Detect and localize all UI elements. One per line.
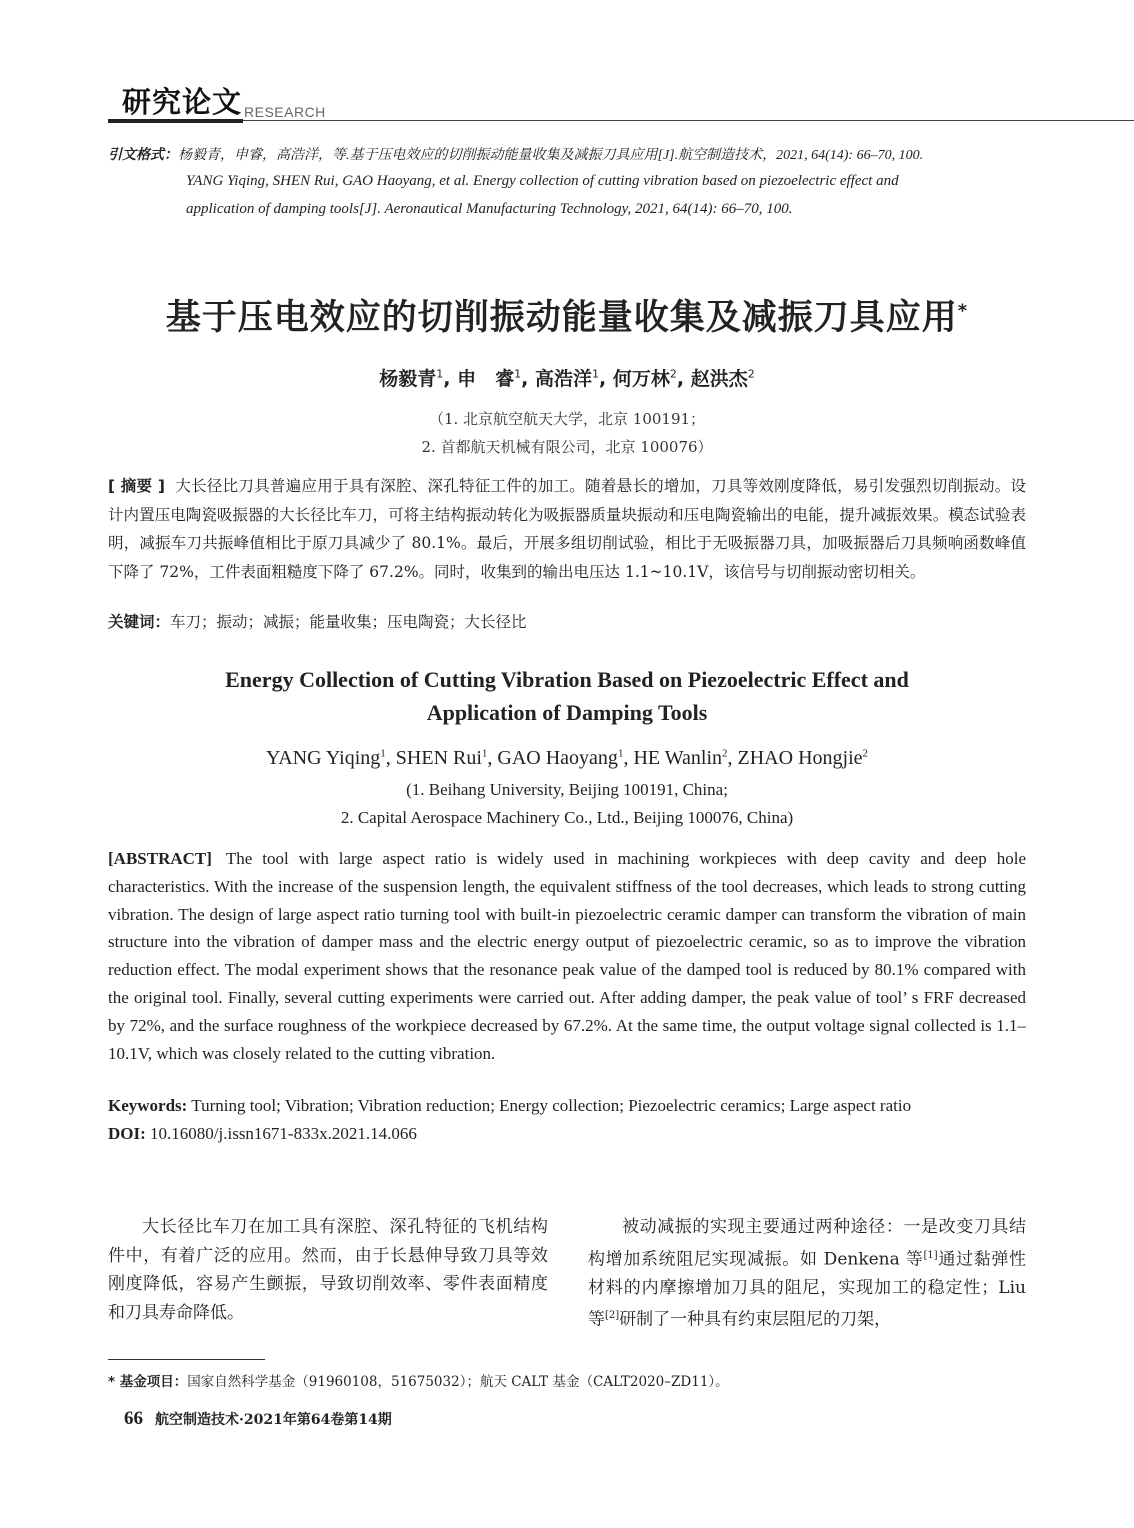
- affiliation-cn-line2: 2. 首都航天机械有限公司，北京 100076）: [421, 438, 713, 456]
- title-footnote-mark: *: [957, 300, 969, 322]
- paper-title-en-line2: Application of Damping Tools: [426, 700, 708, 725]
- body-column-right: [588, 1213, 1026, 1334]
- doi-link[interactable]: 10.16080/j.issn1671-833x.2021.14.066: [150, 1124, 417, 1143]
- author-cn: 申 睿: [457, 368, 515, 390]
- page-number: 66: [124, 1408, 143, 1429]
- page-footer: [124, 1408, 392, 1430]
- body-column-left: [108, 1213, 548, 1327]
- citation-cn: [108, 144, 1048, 164]
- author-affiliation-mark: 1: [592, 367, 599, 381]
- header-rule: [243, 120, 1134, 121]
- author-affiliation-mark: 2: [669, 367, 677, 381]
- author-en: YANG Yiqing: [266, 747, 381, 769]
- abstract-cn-label: [ 摘要 ]: [108, 477, 165, 495]
- citation-ref[interactable]: [1]: [923, 1249, 938, 1261]
- keywords-en: [108, 1096, 1038, 1116]
- keywords-en-text: Turning tool; Vibration; Vibration reduction; Energy collection; Piezoelectric ceramics; Large aspect ratio: [191, 1096, 912, 1115]
- author-cn: 高浩洋: [534, 368, 592, 390]
- section-subtitle: RESEARCH: [244, 104, 326, 120]
- body-paragraph: 大长径比车刀在加工具有深腔、深孔特征的飞机结构件中，有着广泛的应用。然而，由于长悬伸导致刀具等效刚度降低，容易产生颤振，导致切削效率、零件表面精度和刀具寿命降低。: [108, 1217, 548, 1323]
- keywords-cn-text: 车刀；振动；减振；能量收集；压电陶瓷；大长径比: [170, 613, 527, 631]
- abstract-en-text: The tool with large aspect ratio is widely used in machining workpieces with deep cavity and deep hole characteristics. With the increase of the suspension length, the equivalent stiffness of the tool decreases, which leads to strong cutting vibration. The design of large aspect ratio turning tool with built-in piezoelectric ceramic damper can transform the vibration of main structure into the vibration of damper mass and the electric energy output of piezoelectric ceramic, so as to improve the vibration reduction effect. The modal experiment shows that the resonance peak value of the damped tool is reduced by 80.1% compared with the original tool. Finally, several cutting experiments were carried out. After adding damper, the peak value of tool’ s FRF decreased by 72%, and the surface roughness of the workpiece decreased by 67.2%. At the same time, the output voltage signal collected is 1.1–10.1V, which was closely related to the cutting vibration.: [108, 849, 1026, 1063]
- keywords-en-label: Keywords:: [108, 1096, 188, 1115]
- footnote: [108, 1370, 729, 1390]
- author-affiliation-mark: 2: [747, 367, 755, 381]
- author-cn: 杨毅青: [379, 368, 437, 390]
- keywords-cn: [108, 610, 1026, 632]
- abstract-en: [108, 845, 1026, 1067]
- footnote-rule: [108, 1359, 265, 1360]
- footnote-label: * 基金项目：: [108, 1374, 188, 1390]
- author-affiliation-mark: 2: [862, 747, 868, 760]
- body-text: 研制了一种具有约束层阻尼的刀架，: [619, 1309, 892, 1330]
- author-affiliation-mark: 1: [436, 367, 444, 381]
- author-affiliation-mark: 1: [380, 747, 386, 760]
- author-en: GAO Haoyang: [497, 747, 618, 769]
- author-affiliation-mark: 1: [617, 747, 624, 760]
- journal-info: 航空制造技术·2021年第64卷第14期: [155, 1412, 392, 1428]
- author-affiliation-mark: 2: [722, 747, 728, 760]
- doi: [108, 1124, 417, 1144]
- author-en: HE Wanlin: [633, 747, 723, 769]
- citation-en-line2: application of damping tools[J]. Aeronautical Manufacturing Technology, 2021, 64(14): 66–70, 100.: [186, 201, 793, 217]
- author-affiliation-mark: 1: [514, 367, 522, 381]
- citation-en-line1: YANG Yiqing, SHEN Rui, GAO Haoyang, et al. Energy collection of cutting vibration based on piezoelectric effect and: [186, 173, 899, 189]
- paper-title-cn-text: 基于压电效应的切削振动能量收集及减振刀具应用: [165, 298, 958, 338]
- affiliation-en-line2: 2. Capital Aerospace Machinery Co., Ltd., Beijing 100076, China): [340, 808, 794, 827]
- affiliation-cn-line1: （1. 北京航空航天大学，北京 100191；: [428, 410, 706, 428]
- paper-title-en-line1: Energy Collection of Cutting Vibration Based on Piezoelectric Effect and: [225, 667, 909, 692]
- citation-cn-text: 杨毅青，申睿，高浩洋，等.基于压电效应的切削振动能量收集及减振刀具应用[J].航空制造技术，2021, 64(14): 66–70, 100.: [178, 148, 924, 163]
- body-text: 通过黏弹性材料的内摩擦增加刀具的阻尼，实现加工的稳定性；Liu 等: [588, 1249, 1026, 1330]
- citation-label: 引文格式：: [108, 148, 178, 163]
- footnote-text: 国家自然科学基金（91960108，51675032）；航天 CALT 基金（CALT2020–ZD11）。: [187, 1374, 729, 1390]
- author-en: ZHAO Hongjie: [737, 747, 863, 769]
- abstract-en-label: [ABSTRACT]: [108, 849, 212, 868]
- affiliation-en-line1: (1. Beihang University, Beijing 100191, China;: [406, 780, 728, 799]
- authors-en: YANG Yiqing$^1$, SHEN Rui$^1$, GAO Haoyang$^1$, HE Wanlin$^2$, ZHAO Hongjie$^2$: [266, 747, 868, 769]
- authors-cn: 杨毅青$^1$, 申 睿$^1$, 高浩洋$^1$, 何万林$^2$, 赵洪杰$^2$: [379, 367, 755, 390]
- keywords-cn-label: 关键词：: [108, 613, 171, 631]
- doi-label: DOI:: [108, 1124, 146, 1143]
- author-cn: 赵洪杰: [690, 368, 748, 390]
- author-en: SHEN Rui: [395, 747, 482, 769]
- abstract-cn-text: 大长径比刀具普遍应用于具有深腔、深孔特征工件的加工。随着悬长的增加，刀具等效刚度降低，易引发强烈切削振动。设计内置压电陶瓷吸振器的大长径比车刀，可将主结构振动转化为吸振器质量块振动和压电陶瓷输出的电能，提升减振效果。模态试验表明，减振车刀共振峰值相比于原刀具减少了 80.1%。最后，开展多组切削试验，相比于无吸振器刀具，加吸振器后刀具频响函数峰值下降了 72%，工件表面粗糙度下降了 67.2%。同时，收集到的输出电压达 1.1~10.1V，该信号与切削振动密切相关。: [108, 477, 1026, 581]
- author-affiliation-mark: 1: [481, 747, 488, 760]
- body-text: 被动减振的实现主要通过两种途径：一是改变刀具结构增加系统阻尼实现减振。如 Denkena 等: [588, 1217, 1026, 1270]
- abstract-cn: [108, 472, 1026, 586]
- author-cn: 何万林: [612, 368, 670, 390]
- citation-ref[interactable]: [2]: [605, 1310, 620, 1322]
- paper-title-cn: [0, 290, 1134, 340]
- header-rule-thick: [108, 119, 243, 123]
- section-title: 研究论文: [122, 85, 243, 119]
- body-paragraph: [588, 1213, 1026, 1334]
